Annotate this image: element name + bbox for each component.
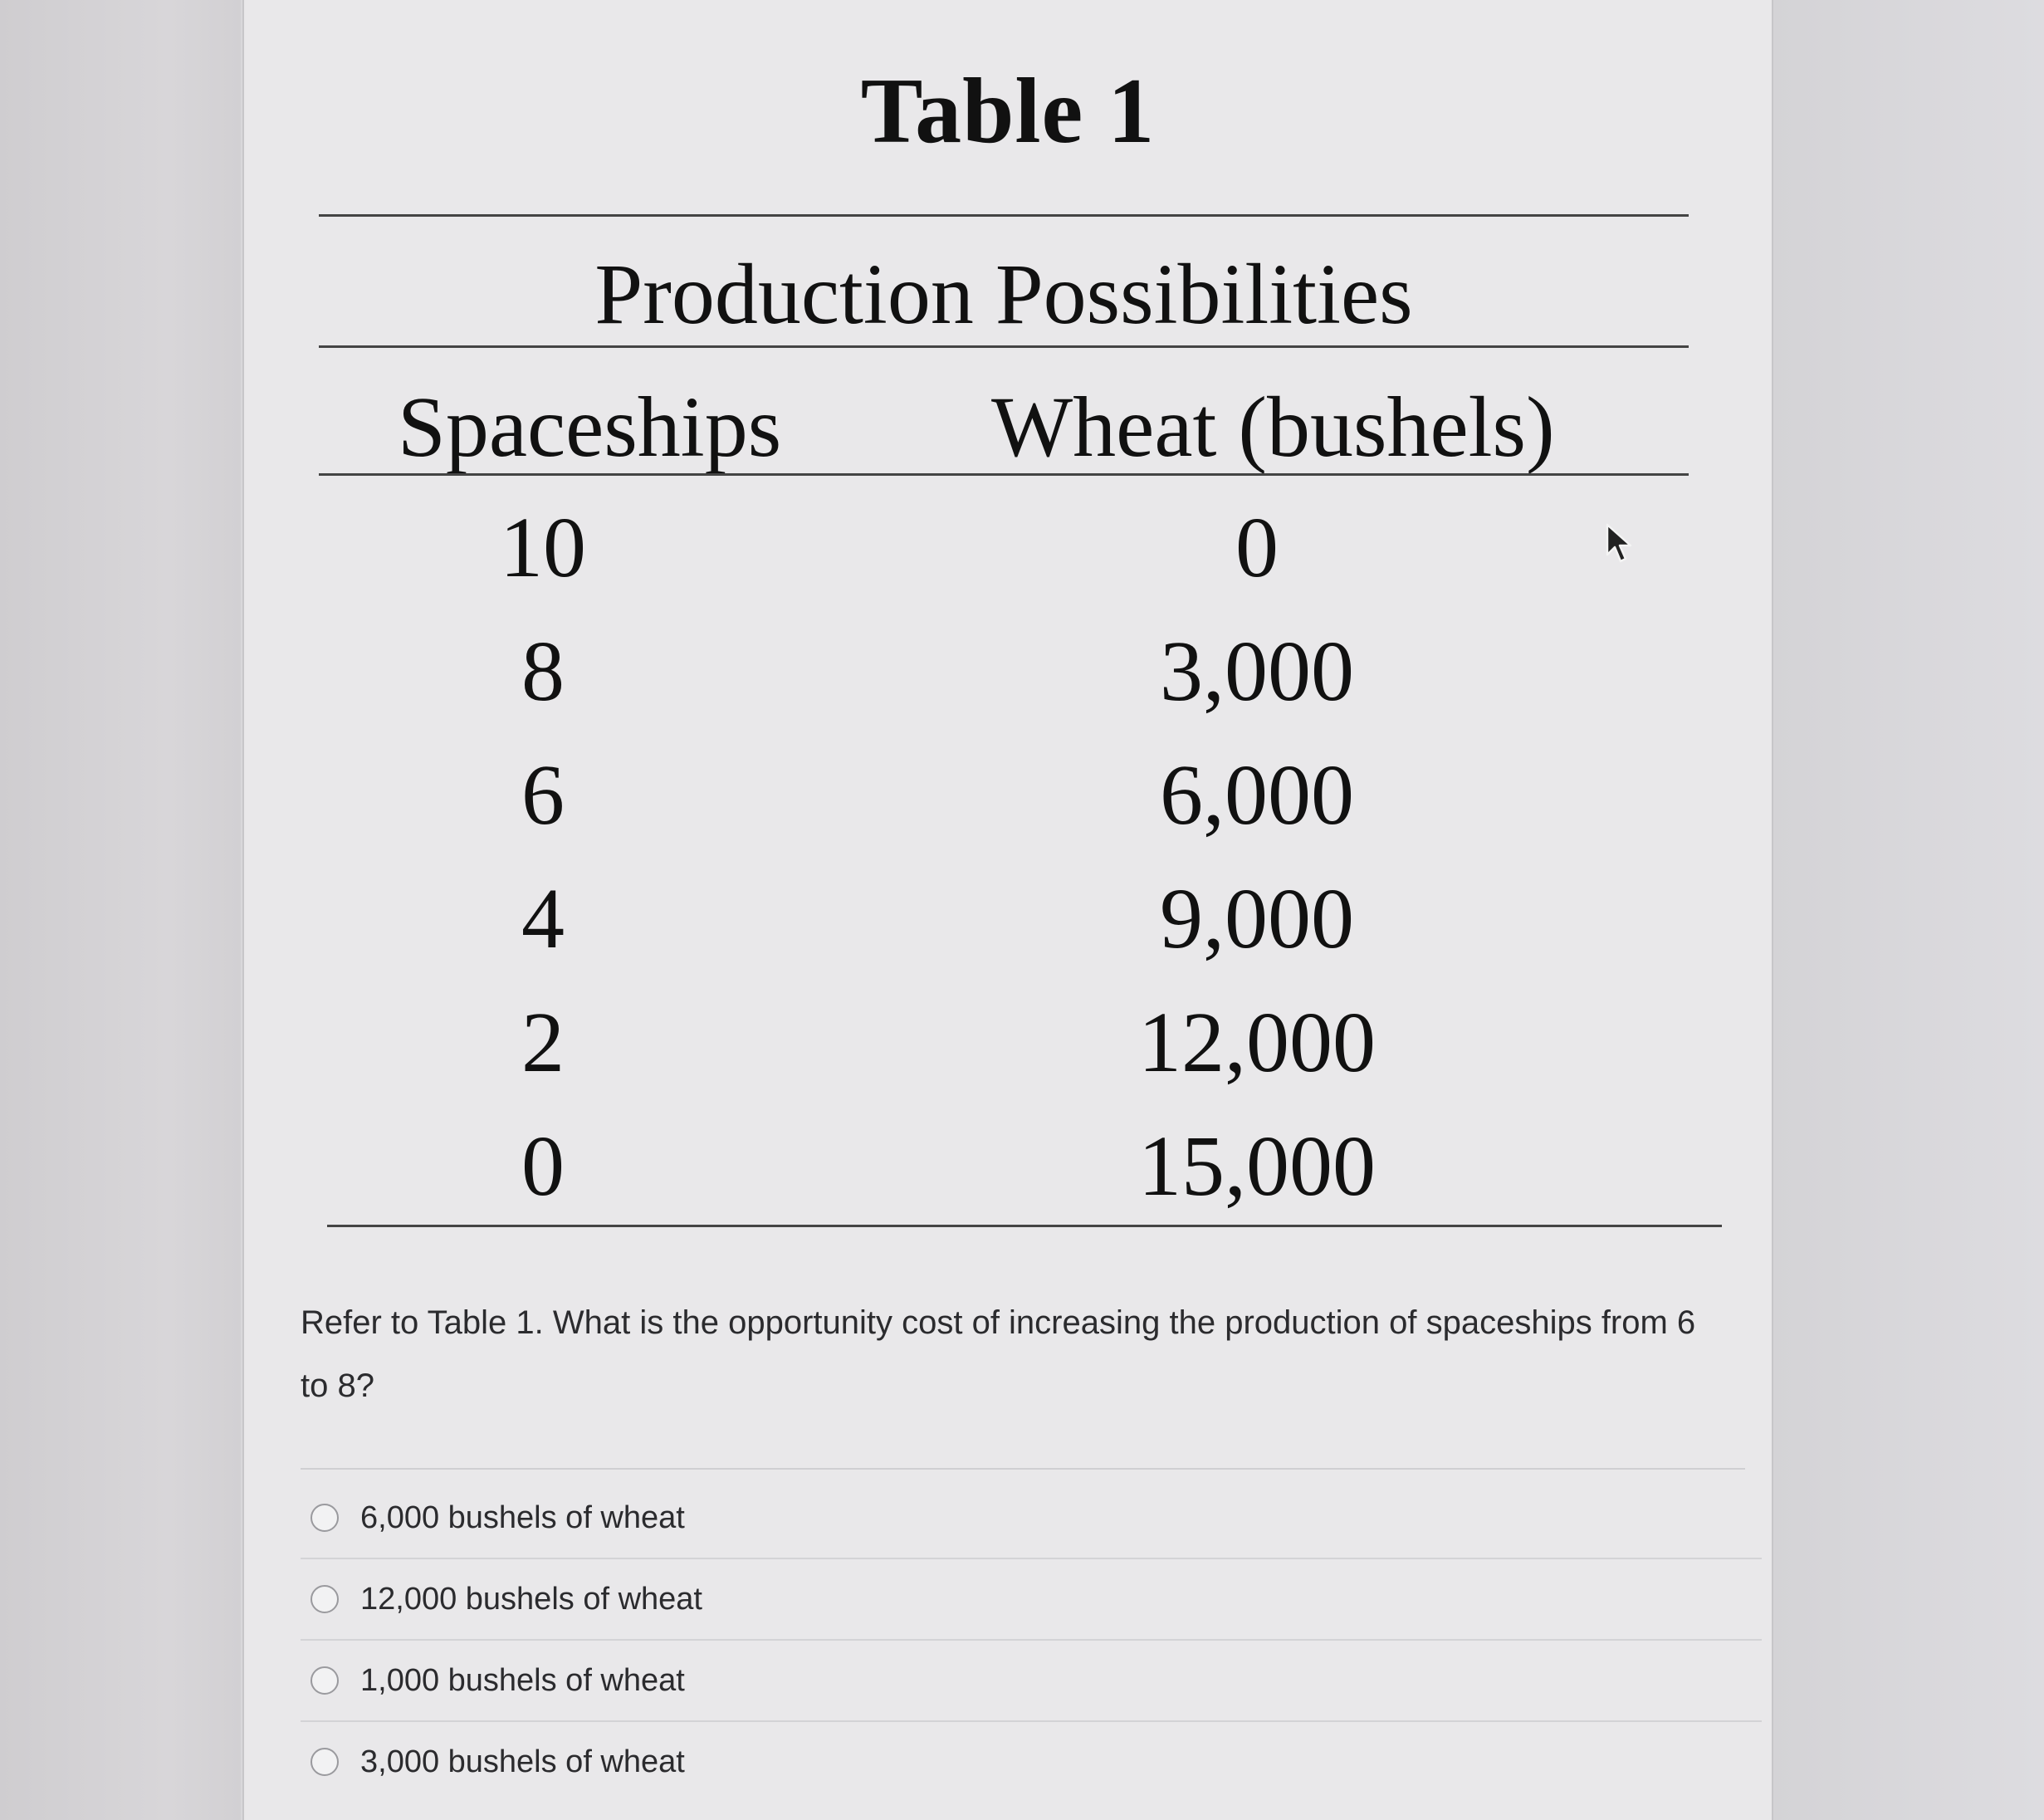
answer-option[interactable] bbox=[301, 1722, 1762, 1802]
answer-option[interactable] bbox=[301, 1559, 1762, 1641]
answer-option[interactable] bbox=[301, 1478, 1762, 1559]
column-header-wheat: Wheat (bushels) bbox=[991, 379, 1555, 475]
answer-option-label[interactable]: 6,000 bushels of wheat bbox=[360, 1500, 685, 1535]
answer-options bbox=[301, 1478, 1762, 1802]
table-caption: Production Possibilities bbox=[594, 247, 1413, 342]
radio-button[interactable] bbox=[311, 1585, 339, 1613]
answer-option-label[interactable]: 12,000 bushels of wheat bbox=[360, 1581, 702, 1617]
production-possibilities-table bbox=[319, 0, 1697, 1245]
answer-option-label[interactable]: 1,000 bushels of wheat bbox=[360, 1662, 685, 1698]
table-row bbox=[319, 1117, 1689, 1240]
spaceships-cell: 0 bbox=[521, 1118, 565, 1214]
spaceships-cell: 6 bbox=[521, 747, 565, 843]
wheat-cell: 12,000 bbox=[1138, 995, 1376, 1090]
spaceships-cell: 8 bbox=[521, 624, 565, 719]
table-row bbox=[319, 746, 1689, 869]
table-row bbox=[319, 622, 1689, 746]
wheat-cell: 0 bbox=[1235, 500, 1279, 595]
wheat-cell: 3,000 bbox=[1160, 624, 1354, 719]
question-panel bbox=[242, 0, 1773, 1820]
right-background bbox=[1770, 0, 2044, 1820]
wheat-cell: 9,000 bbox=[1160, 871, 1354, 966]
table-rule-caption bbox=[319, 345, 1689, 348]
mouse-pointer-icon bbox=[1606, 523, 1634, 565]
question-divider bbox=[301, 1468, 1745, 1470]
answer-option[interactable] bbox=[301, 1641, 1762, 1722]
radio-button[interactable] bbox=[311, 1748, 339, 1776]
table-rule-bottom bbox=[327, 1225, 1722, 1227]
wheat-cell: 15,000 bbox=[1138, 1118, 1376, 1214]
radio-button[interactable] bbox=[311, 1666, 339, 1695]
column-header-spaceships: Spaceships bbox=[398, 379, 782, 475]
table-rule-header bbox=[319, 473, 1689, 476]
table-row bbox=[319, 869, 1689, 993]
table-body bbox=[319, 498, 1689, 1240]
table-title: Table 1 bbox=[860, 60, 1156, 163]
radio-button[interactable] bbox=[311, 1504, 339, 1532]
table-row bbox=[319, 993, 1689, 1117]
question-text: Refer to Table 1. What is the opportunity cost of increasing the production of spaceships from 6 to 8? bbox=[301, 1304, 1696, 1404]
answer-option-label[interactable]: 3,000 bushels of wheat bbox=[360, 1744, 685, 1779]
left-background bbox=[0, 0, 241, 1820]
table-rule-top bbox=[319, 214, 1689, 217]
spaceships-cell: 4 bbox=[521, 871, 565, 966]
table-row bbox=[319, 498, 1689, 622]
spaceships-cell: 10 bbox=[500, 500, 586, 595]
spaceships-cell: 2 bbox=[521, 995, 565, 1090]
wheat-cell: 6,000 bbox=[1160, 747, 1354, 843]
